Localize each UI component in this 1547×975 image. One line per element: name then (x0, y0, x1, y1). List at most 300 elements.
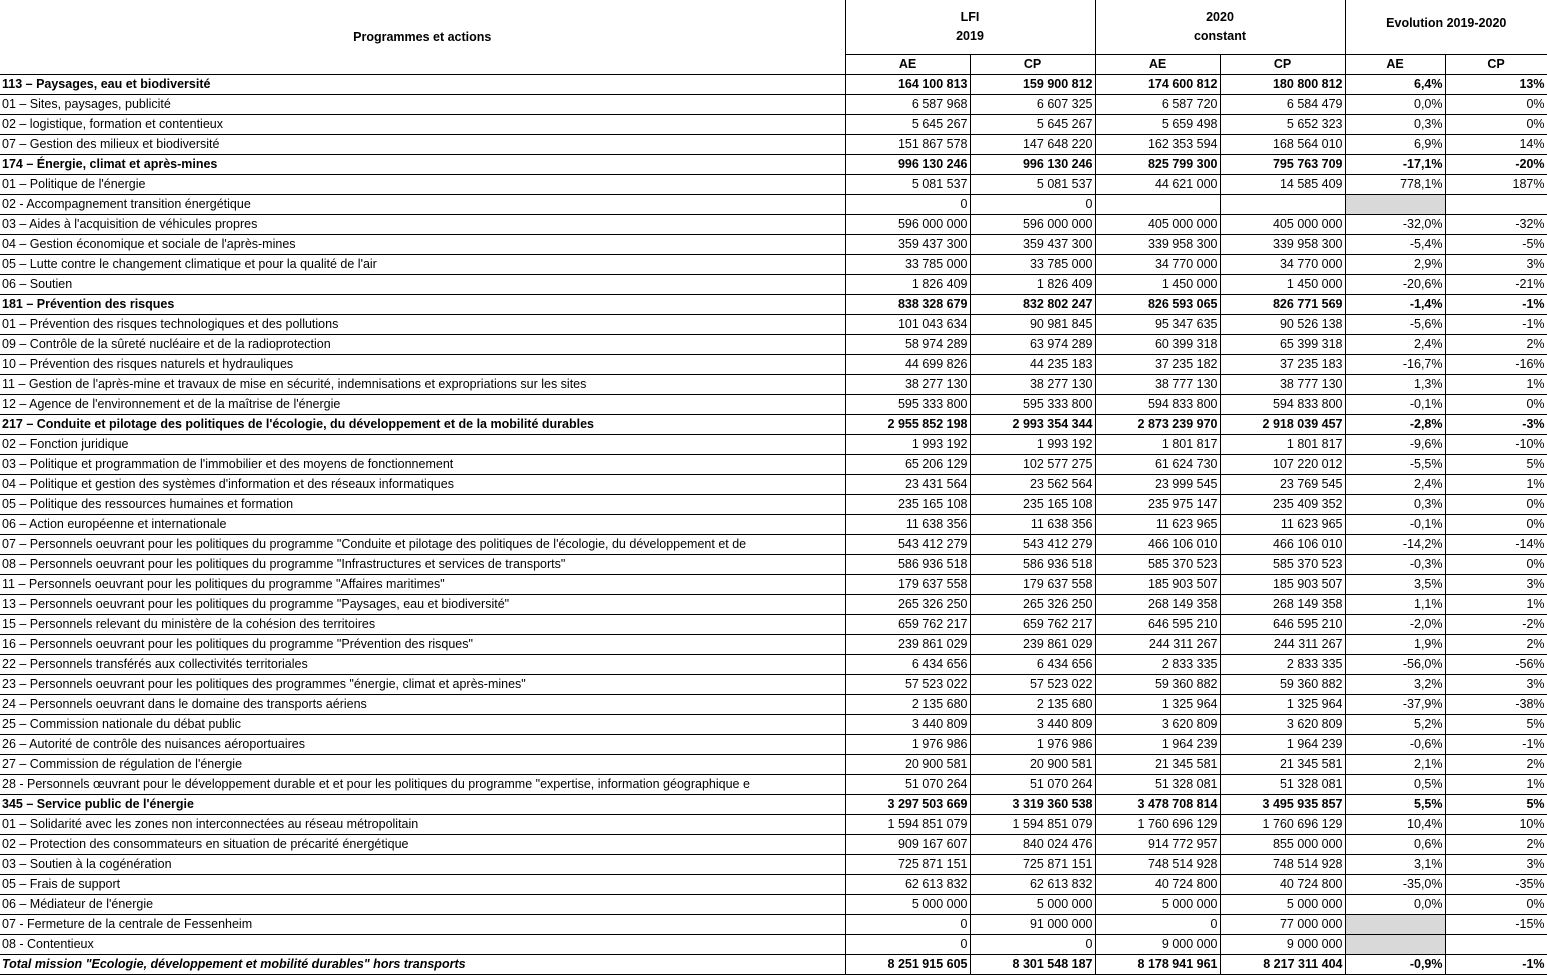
cell-2020-constant-cp: 59 360 882 (1220, 675, 1345, 695)
cell-2020-constant-cp: 1 760 696 129 (1220, 815, 1345, 835)
cell-lfi-2019-ae: 1 826 409 (845, 275, 970, 295)
cell-lfi-2019-cp: 2 993 354 344 (970, 415, 1095, 435)
header-lfi-line2: 2019 (956, 29, 984, 43)
cell-lfi-2019-ae: 1 976 986 (845, 735, 970, 755)
cell-evolution-cp: -1% (1445, 295, 1547, 315)
cell-evolution-cp: -5% (1445, 235, 1547, 255)
action-row (0, 395, 1547, 415)
row-label: 04 – Politique et gestion des systèmes d'information et des réseaux informatiques (0, 475, 845, 495)
cell-2020-constant-ae: 1 964 239 (1095, 735, 1220, 755)
subheader-lfi-ae: AE (845, 55, 970, 75)
cell-evolution-cp: 0% (1445, 95, 1547, 115)
cell-lfi-2019-cp: 1 976 986 (970, 735, 1095, 755)
cell-evolution-ae: -14,2% (1345, 535, 1445, 555)
action-row (0, 495, 1547, 515)
header-evolution-line1: Evolution 2019-2020 (1386, 16, 1507, 30)
action-row (0, 475, 1547, 495)
cell-2020-constant-ae: 825 799 300 (1095, 155, 1220, 175)
cell-evolution-ae (1345, 195, 1445, 215)
cell-evolution-ae: 5,5% (1345, 795, 1445, 815)
row-label: 05 – Lutte contre le changement climatique et pour la qualité de l'air (0, 255, 845, 275)
cell-lfi-2019-ae: 659 762 217 (845, 615, 970, 635)
cell-2020-constant-cp: 9 000 000 (1220, 935, 1345, 955)
header-evolution (1345, 0, 1547, 55)
subheader-lfi-cp: CP (970, 55, 1095, 75)
cell-2020-constant-cp: 795 763 709 (1220, 155, 1345, 175)
action-row (0, 655, 1547, 675)
cell-2020-constant-ae: 339 958 300 (1095, 235, 1220, 255)
cell-lfi-2019-cp: 90 981 845 (970, 315, 1095, 335)
row-label: 12 – Agence de l'environnement et de la maîtrise de l'énergie (0, 395, 845, 415)
cell-lfi-2019-cp: 239 861 029 (970, 635, 1095, 655)
table-header (0, 0, 1547, 75)
cell-lfi-2019-ae: 725 871 151 (845, 855, 970, 875)
cell-lfi-2019-cp: 147 648 220 (970, 135, 1095, 155)
cell-2020-constant-ae: 23 999 545 (1095, 475, 1220, 495)
row-label: 01 – Prévention des risques technologiques et des pollutions (0, 315, 845, 335)
cell-evolution-cp: 1% (1445, 775, 1547, 795)
cell-evolution-ae: -0,1% (1345, 395, 1445, 415)
cell-2020-constant-ae: 3 620 809 (1095, 715, 1220, 735)
cell-evolution-ae: -56,0% (1345, 655, 1445, 675)
action-row (0, 715, 1547, 735)
action-row (0, 215, 1547, 235)
action-row (0, 895, 1547, 915)
cell-evolution-cp: -32% (1445, 215, 1547, 235)
cell-evolution-ae: -16,7% (1345, 355, 1445, 375)
action-row (0, 515, 1547, 535)
cell-2020-constant-cp: 107 220 012 (1220, 455, 1345, 475)
row-label: 03 – Aides à l'acquisition de véhicules propres (0, 215, 845, 235)
cell-lfi-2019-cp: 840 024 476 (970, 835, 1095, 855)
cell-evolution-cp: 0% (1445, 115, 1547, 135)
row-label: Total mission "Ecologie, développement et mobilité durables" hors transports (0, 955, 845, 975)
cell-2020-constant-cp: 65 399 318 (1220, 335, 1345, 355)
cell-lfi-2019-cp: 8 301 548 187 (970, 955, 1095, 975)
cell-evolution-cp: 5% (1445, 715, 1547, 735)
cell-evolution-cp: 3% (1445, 255, 1547, 275)
row-label: 27 – Commission de régulation de l'énergie (0, 755, 845, 775)
cell-evolution-ae: 778,1% (1345, 175, 1445, 195)
cell-2020-constant-cp: 5 652 323 (1220, 115, 1345, 135)
cell-evolution-ae: -5,5% (1345, 455, 1445, 475)
action-row (0, 435, 1547, 455)
cell-2020-constant-ae: 2 833 335 (1095, 655, 1220, 675)
row-label: 08 - Contentieux (0, 935, 845, 955)
cell-evolution-ae: -0,6% (1345, 735, 1445, 755)
action-row (0, 635, 1547, 655)
cell-evolution-ae: -0,9% (1345, 955, 1445, 975)
action-row (0, 255, 1547, 275)
cell-evolution-cp: -2% (1445, 615, 1547, 635)
cell-evolution-ae: 2,4% (1345, 335, 1445, 355)
cell-evolution-ae: 1,3% (1345, 375, 1445, 395)
total-row (0, 955, 1547, 975)
cell-lfi-2019-ae: 65 206 129 (845, 455, 970, 475)
row-label: 07 - Fermeture de la centrale de Fessenheim (0, 915, 845, 935)
cell-2020-constant-cp: 90 526 138 (1220, 315, 1345, 335)
header-lfi-line1: LFI (960, 10, 980, 24)
cell-2020-constant-cp: 23 769 545 (1220, 475, 1345, 495)
header-2020-constant (1095, 0, 1345, 55)
cell-lfi-2019-cp: 6 434 656 (970, 655, 1095, 675)
row-label: 03 – Politique et programmation de l'immobilier et des moyens de fonctionnement (0, 455, 845, 475)
cell-2020-constant-ae: 235 975 147 (1095, 495, 1220, 515)
row-label: 16 – Personnels oeuvrant pour les politiques du programme "Prévention des risques" (0, 635, 845, 655)
cell-evolution-cp: 2% (1445, 335, 1547, 355)
cell-lfi-2019-cp: 51 070 264 (970, 775, 1095, 795)
cell-evolution-ae: 3,1% (1345, 855, 1445, 875)
cell-2020-constant-ae: 162 353 594 (1095, 135, 1220, 155)
row-label: 01 – Solidarité avec les zones non interconnectées au réseau métropolitain (0, 815, 845, 835)
cell-2020-constant-cp: 34 770 000 (1220, 255, 1345, 275)
cell-evolution-ae: -37,9% (1345, 695, 1445, 715)
cell-evolution-ae: -2,8% (1345, 415, 1445, 435)
cell-evolution-cp: -1% (1445, 315, 1547, 335)
row-label: 10 – Prévention des risques naturels et hydrauliques (0, 355, 845, 375)
cell-lfi-2019-ae: 33 785 000 (845, 255, 970, 275)
row-label: 15 – Personnels relevant du ministère de la cohésion des territoires (0, 615, 845, 635)
cell-2020-constant-cp: 2 918 039 457 (1220, 415, 1345, 435)
cell-2020-constant-cp: 268 149 358 (1220, 595, 1345, 615)
cell-lfi-2019-cp: 179 637 558 (970, 575, 1095, 595)
cell-2020-constant-cp: 826 771 569 (1220, 295, 1345, 315)
cell-2020-constant-cp: 21 345 581 (1220, 755, 1345, 775)
row-label: 174 – Énergie, climat et après-mines (0, 155, 845, 175)
row-label: 03 – Soutien à la cogénération (0, 855, 845, 875)
programme-row (0, 75, 1547, 95)
cell-evolution-ae: 1,9% (1345, 635, 1445, 655)
cell-2020-constant-cp: 3 495 935 857 (1220, 795, 1345, 815)
cell-evolution-ae: -20,6% (1345, 275, 1445, 295)
cell-lfi-2019-cp: 33 785 000 (970, 255, 1095, 275)
cell-2020-constant-cp: 37 235 183 (1220, 355, 1345, 375)
cell-evolution-cp: 5% (1445, 795, 1547, 815)
action-row (0, 535, 1547, 555)
cell-evolution-ae: 5,2% (1345, 715, 1445, 735)
row-label: 02 - Accompagnement transition énergétique (0, 195, 845, 215)
action-row (0, 335, 1547, 355)
cell-lfi-2019-cp: 3 319 360 538 (970, 795, 1095, 815)
cell-evolution-cp: 0% (1445, 515, 1547, 535)
cell-lfi-2019-ae: 58 974 289 (845, 335, 970, 355)
cell-lfi-2019-cp: 235 165 108 (970, 495, 1095, 515)
cell-evolution-ae (1345, 915, 1445, 935)
cell-lfi-2019-cp: 5 645 267 (970, 115, 1095, 135)
cell-2020-constant-ae: 51 328 081 (1095, 775, 1220, 795)
cell-lfi-2019-ae: 596 000 000 (845, 215, 970, 235)
row-label: 13 – Personnels oeuvrant pour les politiques du programme "Paysages, eau et biodiversité" (0, 595, 845, 615)
cell-evolution-ae: -17,1% (1345, 155, 1445, 175)
header-programmes: Programmes et actions (0, 0, 845, 75)
cell-lfi-2019-cp: 11 638 356 (970, 515, 1095, 535)
programme-row (0, 295, 1547, 315)
cell-evolution-cp: 10% (1445, 815, 1547, 835)
cell-lfi-2019-cp: 38 277 130 (970, 375, 1095, 395)
cell-evolution-ae: -9,6% (1345, 435, 1445, 455)
cell-lfi-2019-ae: 164 100 813 (845, 75, 970, 95)
cell-evolution-cp: 2% (1445, 755, 1547, 775)
cell-evolution-ae: -0,1% (1345, 515, 1445, 535)
row-label: 06 – Médiateur de l'énergie (0, 895, 845, 915)
cell-2020-constant-ae: 748 514 928 (1095, 855, 1220, 875)
row-label: 01 – Sites, paysages, publicité (0, 95, 845, 115)
cell-evolution-cp: -21% (1445, 275, 1547, 295)
cell-lfi-2019-cp: 3 440 809 (970, 715, 1095, 735)
row-label: 02 – Fonction juridique (0, 435, 845, 455)
cell-2020-constant-cp: 185 903 507 (1220, 575, 1345, 595)
action-row (0, 815, 1547, 835)
cell-lfi-2019-ae: 0 (845, 935, 970, 955)
cell-evolution-ae: -5,6% (1345, 315, 1445, 335)
cell-2020-constant-cp: 5 000 000 (1220, 895, 1345, 915)
cell-evolution-ae: 0,3% (1345, 495, 1445, 515)
subheader-evo-ae: AE (1345, 55, 1445, 75)
cell-2020-constant-cp: 3 620 809 (1220, 715, 1345, 735)
cell-lfi-2019-cp: 44 235 183 (970, 355, 1095, 375)
cell-evolution-ae: 0,5% (1345, 775, 1445, 795)
cell-lfi-2019-cp: 102 577 275 (970, 455, 1095, 475)
cell-lfi-2019-cp: 359 437 300 (970, 235, 1095, 255)
action-row (0, 115, 1547, 135)
action-row (0, 315, 1547, 335)
cell-lfi-2019-ae: 62 613 832 (845, 875, 970, 895)
cell-lfi-2019-cp: 543 412 279 (970, 535, 1095, 555)
cell-2020-constant-ae: 185 903 507 (1095, 575, 1220, 595)
cell-2020-constant-ae: 8 178 941 961 (1095, 955, 1220, 975)
cell-lfi-2019-ae: 595 333 800 (845, 395, 970, 415)
cell-evolution-ae: 2,4% (1345, 475, 1445, 495)
header-2020-line1: 2020 (1206, 10, 1234, 24)
cell-2020-constant-ae: 37 235 182 (1095, 355, 1220, 375)
cell-2020-constant-cp: 168 564 010 (1220, 135, 1345, 155)
cell-evolution-ae: -5,4% (1345, 235, 1445, 255)
cell-lfi-2019-ae: 359 437 300 (845, 235, 970, 255)
row-label: 01 – Politique de l'énergie (0, 175, 845, 195)
cell-lfi-2019-ae: 265 326 250 (845, 595, 970, 615)
cell-evolution-cp (1445, 935, 1547, 955)
cell-evolution-ae: 10,4% (1345, 815, 1445, 835)
row-label: 07 – Gestion des milieux et biodiversité (0, 135, 845, 155)
cell-2020-constant-ae: 0 (1095, 915, 1220, 935)
cell-lfi-2019-ae: 0 (845, 915, 970, 935)
cell-evolution-ae: 2,9% (1345, 255, 1445, 275)
action-row (0, 695, 1547, 715)
cell-2020-constant-ae: 9 000 000 (1095, 935, 1220, 955)
programme-row (0, 415, 1547, 435)
cell-evolution-cp: 1% (1445, 375, 1547, 395)
cell-lfi-2019-cp: 23 562 564 (970, 475, 1095, 495)
row-label: 113 – Paysages, eau et biodiversité (0, 75, 845, 95)
cell-evolution-cp: 3% (1445, 675, 1547, 695)
cell-2020-constant-ae: 6 587 720 (1095, 95, 1220, 115)
cell-2020-constant-ae: 21 345 581 (1095, 755, 1220, 775)
cell-lfi-2019-ae: 20 900 581 (845, 755, 970, 775)
cell-lfi-2019-ae: 151 867 578 (845, 135, 970, 155)
cell-evolution-ae: 6,4% (1345, 75, 1445, 95)
action-row (0, 675, 1547, 695)
cell-2020-constant-ae: 5 659 498 (1095, 115, 1220, 135)
cell-evolution-cp: -20% (1445, 155, 1547, 175)
cell-lfi-2019-cp: 57 523 022 (970, 675, 1095, 695)
action-row (0, 455, 1547, 475)
cell-evolution-cp: 3% (1445, 855, 1547, 875)
cell-evolution-ae: 2,1% (1345, 755, 1445, 775)
row-label: 09 – Contrôle de la sûreté nucléaire et de la radioprotection (0, 335, 845, 355)
cell-lfi-2019-cp: 2 135 680 (970, 695, 1095, 715)
cell-lfi-2019-ae: 8 251 915 605 (845, 955, 970, 975)
cell-lfi-2019-cp: 596 000 000 (970, 215, 1095, 235)
cell-lfi-2019-ae: 0 (845, 195, 970, 215)
cell-2020-constant-ae: 174 600 812 (1095, 75, 1220, 95)
cell-evolution-cp: 3% (1445, 575, 1547, 595)
cell-2020-constant-ae: 95 347 635 (1095, 315, 1220, 335)
programme-row (0, 155, 1547, 175)
row-label: 07 – Personnels oeuvrant pour les politiques du programme "Conduite et pilotage des politiques de l'écologie, du développement et de (0, 535, 845, 555)
cell-lfi-2019-cp: 832 802 247 (970, 295, 1095, 315)
action-row (0, 735, 1547, 755)
action-row (0, 575, 1547, 595)
action-row (0, 935, 1547, 955)
cell-2020-constant-cp: 235 409 352 (1220, 495, 1345, 515)
cell-lfi-2019-ae: 2 955 852 198 (845, 415, 970, 435)
cell-lfi-2019-cp: 5 081 537 (970, 175, 1095, 195)
action-row (0, 375, 1547, 395)
cell-2020-constant-cp (1220, 195, 1345, 215)
cell-2020-constant-cp: 180 800 812 (1220, 75, 1345, 95)
cell-evolution-cp: 0% (1445, 895, 1547, 915)
cell-evolution-ae: 0,3% (1345, 115, 1445, 135)
action-row (0, 615, 1547, 635)
action-row (0, 355, 1547, 375)
cell-lfi-2019-ae: 3 297 503 669 (845, 795, 970, 815)
cell-lfi-2019-cp: 996 130 246 (970, 155, 1095, 175)
cell-2020-constant-cp: 38 777 130 (1220, 375, 1345, 395)
cell-evolution-cp: 0% (1445, 495, 1547, 515)
cell-evolution-ae: 0,0% (1345, 895, 1445, 915)
row-label: 02 – Protection des consommateurs en situation de précarité énergétique (0, 835, 845, 855)
cell-2020-constant-ae: 34 770 000 (1095, 255, 1220, 275)
action-row (0, 175, 1547, 195)
cell-2020-constant-ae: 1 325 964 (1095, 695, 1220, 715)
cell-lfi-2019-cp: 5 000 000 (970, 895, 1095, 915)
cell-2020-constant-ae: 826 593 065 (1095, 295, 1220, 315)
cell-2020-constant-cp: 14 585 409 (1220, 175, 1345, 195)
cell-lfi-2019-cp: 1 826 409 (970, 275, 1095, 295)
cell-evolution-ae: 3,5% (1345, 575, 1445, 595)
row-label: 25 – Commission nationale du débat public (0, 715, 845, 735)
cell-evolution-ae: 0,6% (1345, 835, 1445, 855)
cell-2020-constant-cp: 11 623 965 (1220, 515, 1345, 535)
cell-evolution-cp: -1% (1445, 955, 1547, 975)
cell-2020-constant-ae: 40 724 800 (1095, 875, 1220, 895)
cell-2020-constant-ae: 59 360 882 (1095, 675, 1220, 695)
cell-2020-constant-cp: 1 964 239 (1220, 735, 1345, 755)
programme-row (0, 795, 1547, 815)
action-row (0, 855, 1547, 875)
cell-lfi-2019-ae: 6 587 968 (845, 95, 970, 115)
cell-2020-constant-ae: 38 777 130 (1095, 375, 1220, 395)
cell-2020-constant-ae: 1 450 000 (1095, 275, 1220, 295)
cell-2020-constant-ae: 2 873 239 970 (1095, 415, 1220, 435)
row-label: 181 – Prévention des risques (0, 295, 845, 315)
cell-2020-constant-cp: 244 311 267 (1220, 635, 1345, 655)
cell-evolution-cp: 2% (1445, 835, 1547, 855)
cell-2020-constant-cp: 594 833 800 (1220, 395, 1345, 415)
row-label: 04 – Gestion économique et sociale de l'après-mines (0, 235, 845, 255)
row-label: 24 – Personnels oeuvrant dans le domaine des transports aériens (0, 695, 845, 715)
subheader-evo-cp: CP (1445, 55, 1547, 75)
cell-2020-constant-ae: 3 478 708 814 (1095, 795, 1220, 815)
cell-2020-constant-ae: 11 623 965 (1095, 515, 1220, 535)
cell-evolution-ae: -2,0% (1345, 615, 1445, 635)
cell-2020-constant-cp: 646 595 210 (1220, 615, 1345, 635)
cell-2020-constant-cp: 466 106 010 (1220, 535, 1345, 555)
action-row (0, 195, 1547, 215)
cell-lfi-2019-cp: 586 936 518 (970, 555, 1095, 575)
cell-evolution-cp: -35% (1445, 875, 1547, 895)
cell-lfi-2019-cp: 265 326 250 (970, 595, 1095, 615)
cell-lfi-2019-ae: 5 081 537 (845, 175, 970, 195)
cell-2020-constant-ae: 44 621 000 (1095, 175, 1220, 195)
cell-lfi-2019-ae: 909 167 607 (845, 835, 970, 855)
row-label: 26 – Autorité de contrôle des nuisances aéroportuaires (0, 735, 845, 755)
row-label: 22 – Personnels transférés aux collectivités territoriales (0, 655, 845, 675)
action-row (0, 135, 1547, 155)
cell-2020-constant-ae: 1 801 817 (1095, 435, 1220, 455)
cell-lfi-2019-ae: 543 412 279 (845, 535, 970, 555)
cell-2020-constant-cp: 405 000 000 (1220, 215, 1345, 235)
cell-evolution-cp: 0% (1445, 555, 1547, 575)
cell-lfi-2019-ae: 179 637 558 (845, 575, 970, 595)
cell-lfi-2019-ae: 1 594 851 079 (845, 815, 970, 835)
cell-2020-constant-cp: 2 833 335 (1220, 655, 1345, 675)
cell-lfi-2019-ae: 57 523 022 (845, 675, 970, 695)
cell-evolution-cp: 1% (1445, 475, 1547, 495)
row-label: 28 - Personnels œuvrant pour le développement durable et et pour les politiques du programme "expertise, information géographique e (0, 775, 845, 795)
cell-2020-constant-cp: 6 584 479 (1220, 95, 1345, 115)
action-row (0, 915, 1547, 935)
cell-2020-constant-cp: 855 000 000 (1220, 835, 1345, 855)
subheader-2020-ae: AE (1095, 55, 1220, 75)
cell-lfi-2019-ae: 239 861 029 (845, 635, 970, 655)
action-row (0, 555, 1547, 575)
cell-lfi-2019-cp: 62 613 832 (970, 875, 1095, 895)
cell-2020-constant-ae (1095, 195, 1220, 215)
cell-2020-constant-cp: 339 958 300 (1220, 235, 1345, 255)
cell-lfi-2019-ae: 996 130 246 (845, 155, 970, 175)
cell-2020-constant-ae: 61 624 730 (1095, 455, 1220, 475)
row-label: 08 – Personnels oeuvrant pour les politiques du programme "Infrastructures et services de transports" (0, 555, 845, 575)
cell-evolution-cp: 13% (1445, 75, 1547, 95)
cell-2020-constant-cp: 585 370 523 (1220, 555, 1345, 575)
cell-2020-constant-ae: 1 760 696 129 (1095, 815, 1220, 835)
row-label: 05 – Politique des ressources humaines et formation (0, 495, 845, 515)
cell-2020-constant-cp: 40 724 800 (1220, 875, 1345, 895)
row-label: 05 – Frais de support (0, 875, 845, 895)
cell-lfi-2019-cp: 6 607 325 (970, 95, 1095, 115)
cell-evolution-cp: -16% (1445, 355, 1547, 375)
cell-2020-constant-cp: 1 801 817 (1220, 435, 1345, 455)
row-label: 06 – Action européenne et internationale (0, 515, 845, 535)
cell-lfi-2019-cp: 159 900 812 (970, 75, 1095, 95)
cell-2020-constant-ae: 646 595 210 (1095, 615, 1220, 635)
cell-lfi-2019-ae: 586 936 518 (845, 555, 970, 575)
cell-lfi-2019-ae: 51 070 264 (845, 775, 970, 795)
cell-2020-constant-cp: 1 450 000 (1220, 275, 1345, 295)
cell-2020-constant-ae: 914 772 957 (1095, 835, 1220, 855)
action-row (0, 95, 1547, 115)
